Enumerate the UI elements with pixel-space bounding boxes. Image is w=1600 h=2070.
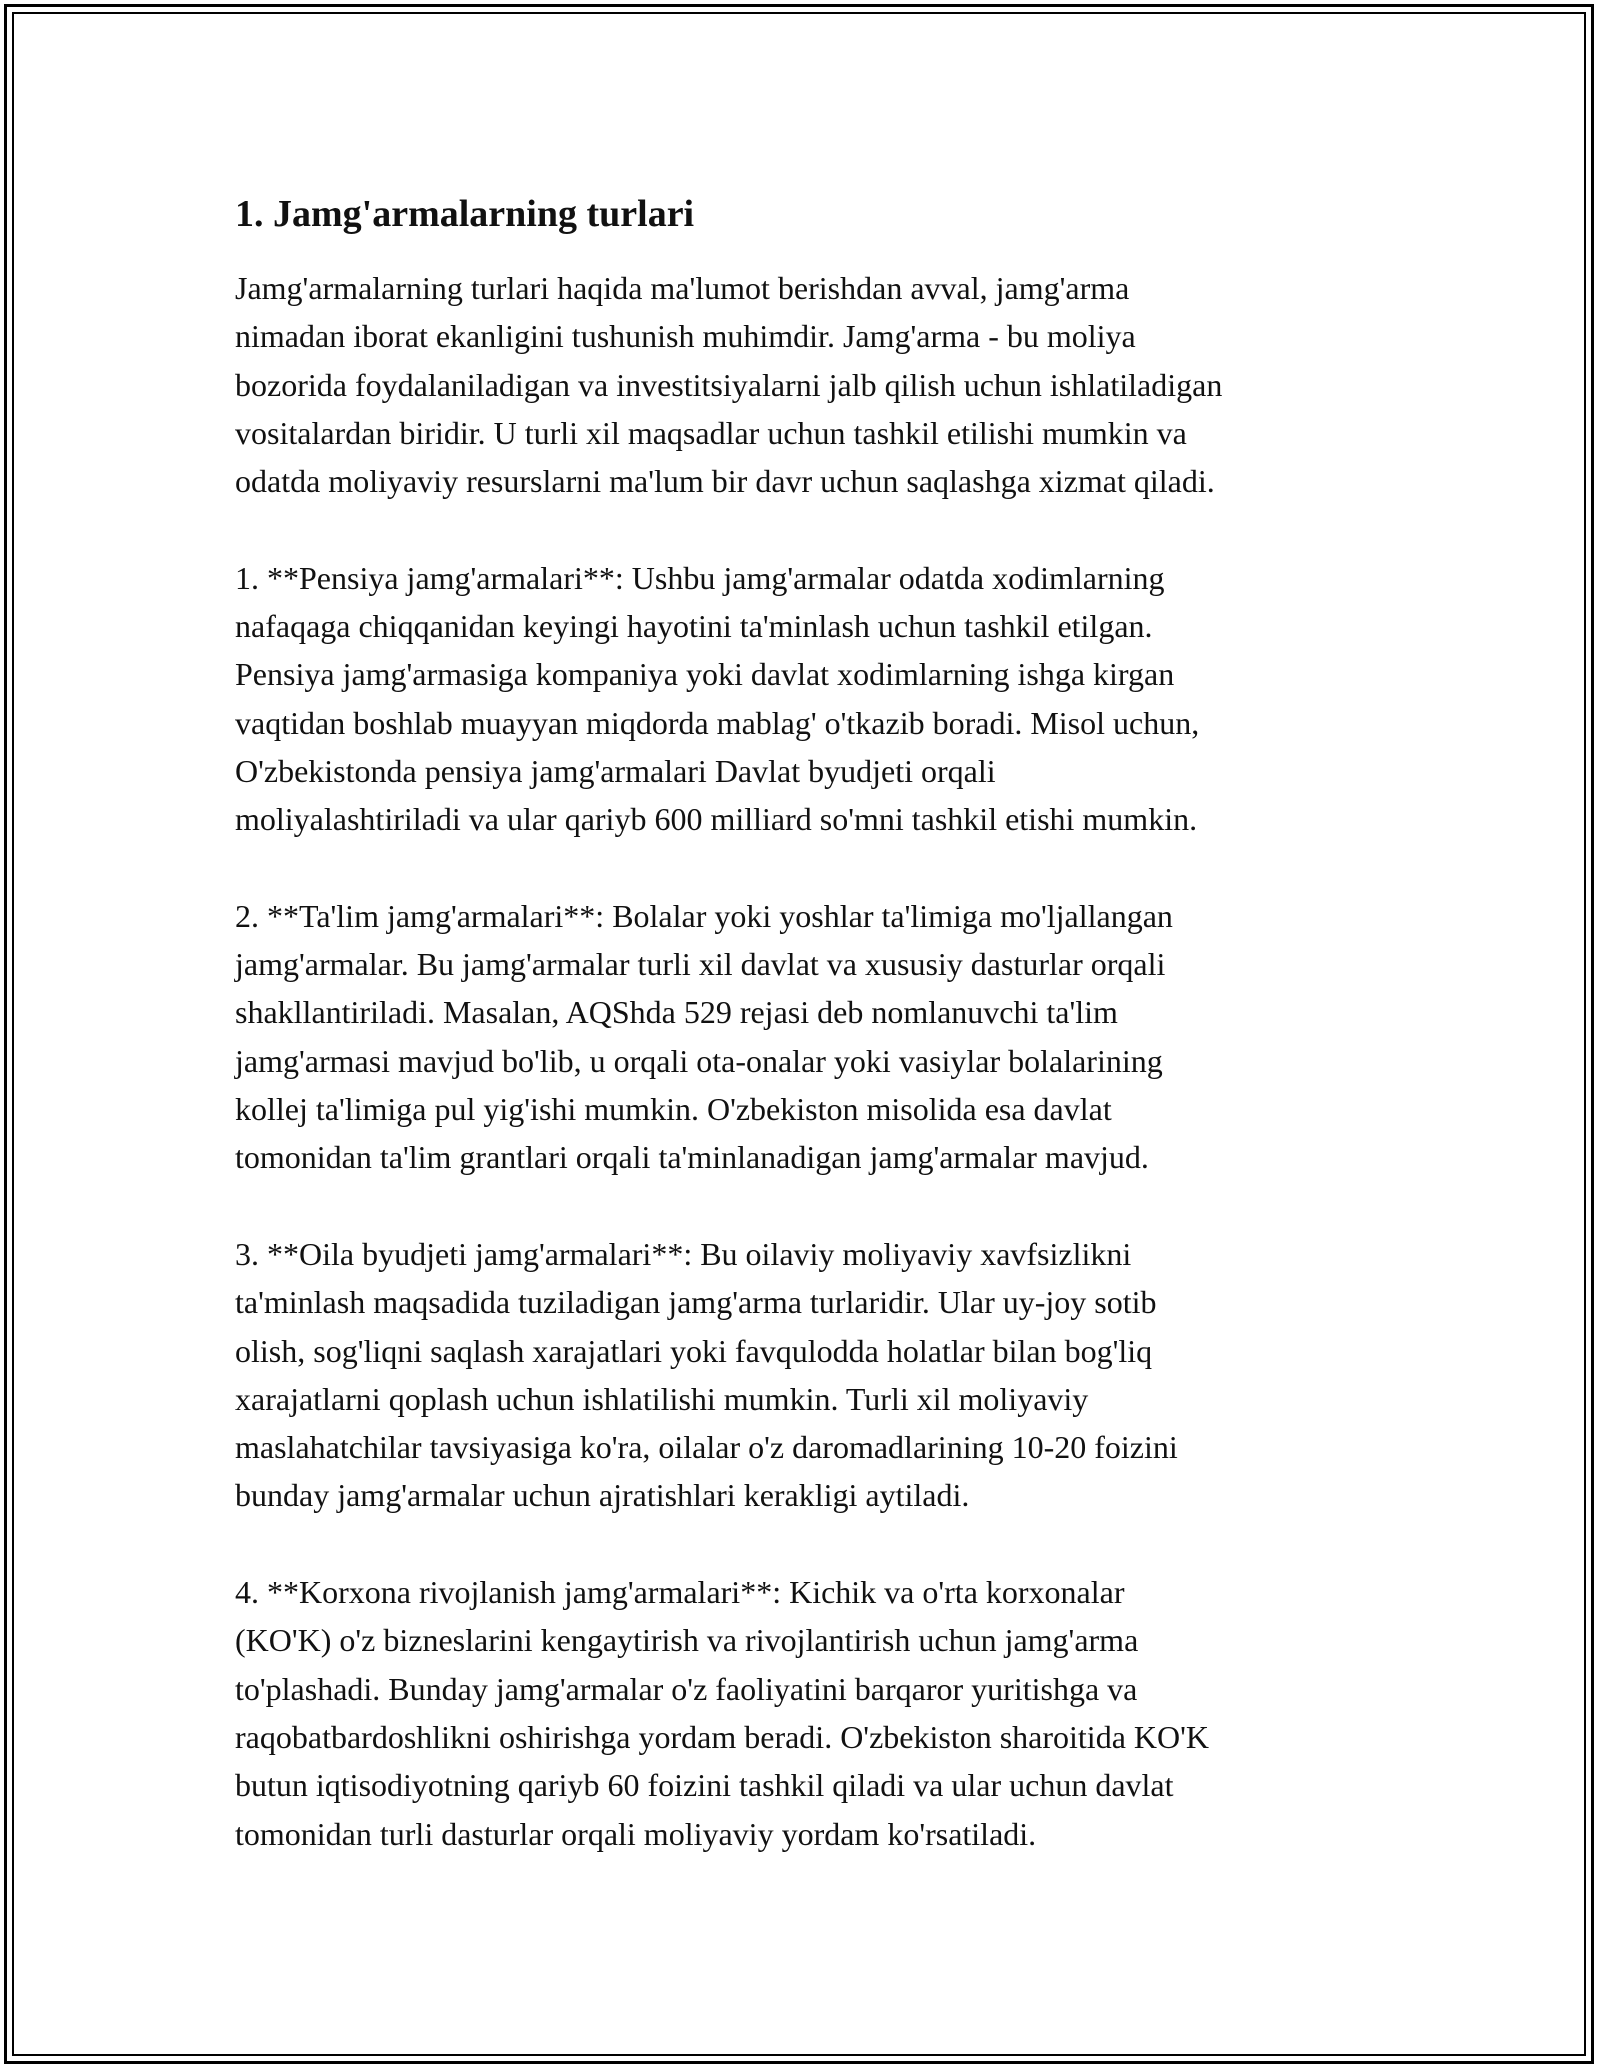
list-item-business-development-funds: 4. **Korxona rivojlanish jamg'armalari**: Kichik va o'rta korxonalar (KO'K) o'z bizneslarini kengaytirish va rivojlantirish uchun jamg'arma to'plashadi. Bunday jamg'armalar o'z faoliyatini barqaror yuritishga va raqobatbardoshlikni oshirishga yordam beradi. O'zbekiston sharoitida KO'K butun iqtisodiyotning qariyb 60 foizini tashkil qiladi va ular uchun davlat tomonidan turli dasturlar orqali moliyaviy yordam ko'rsatiladi.: [235, 1574, 1209, 1852]
list-item-family-budget-funds: 3. **Oila byudjeti jamg'armalari**: Bu oilaviy moliyaviy xavfsizlikni ta'minlash maqsadida tuziladigan jamg'arma turlaridir. Ular uy-joy sotib olish, sog'liqni saqlash xarajatlari yoki favqulodda holatlar bilan bog'liq xarajatlarni qoplash uchun ishlatilishi mumkin. Turli xil moliyaviy maslahatchilar tavsiyasiga ko'ra, oilalar o'z daromadlarining 10-20 foizini bunday jamg'armalar uchun ajratishlari kerakligi aytiladi.: [235, 1235, 1178, 1514]
document-body: [235, 186, 1380, 1906]
section-heading: 1. Jamg'armalarning turlari: [235, 193, 695, 235]
list-item-education-funds: 2. **Ta'lim jamg'armalari**: Bolalar yoki yoshlar ta'limiga mo'ljallangan jamg'armalar. Bu jamg'armalar turli xil davlat va xususiy dasturlar orqali shakllantiriladi. Masalan, AQShda 529 rejasi deb nomlanuvchi ta'lim jamg'armasi mavjud bo'lib, u orqali ota-onalar yoki vasiylar bolalarining kollej ta'limiga pul yig'ishi mumkin. O'zbekiston misolida esa davlat tomonidan ta'lim grantlari orqali ta'minlanadigan jamg'armalar mavjud.: [235, 897, 1173, 1176]
intro-paragraph: Jamg'armalarning turlari haqida ma'lumot berishdan avval, jamg'arma nimadan iborat ekanligini tushunish muhimdir. Jamg'arma - bu moliya bozorida foydalaniladigan va investitsiyalarni jalb qilish uchun ishlatiladigan vositalardan biridir. U turli xil maqsadlar uchun tashkil etilishi mumkin va odatda moliyaviy resurslarni ma'lum bir davr uchun saqlashga xizmat qiladi.: [235, 270, 1223, 500]
list-item-pension-funds: 1. **Pensiya jamg'armalari**: Ushbu jamg'armalar odatda xodimlarning nafaqaga chiqqanidan keyingi hayotini ta'minlash uchun tashkil etilgan. Pensiya jamg'armasiga kompaniya yoki davlat xodimlarning ishga kirgan vaqtidan boshlab muayyan miqdorda mablag' o'tkazib boradi. Misol uchun, O'zbekistonda pensiya jamg'armalari Davlat byudjeti orqali moliyalashtiriladi va ular qariyb 600 milliard so'mni tashkil etishi mumkin.: [235, 559, 1200, 838]
